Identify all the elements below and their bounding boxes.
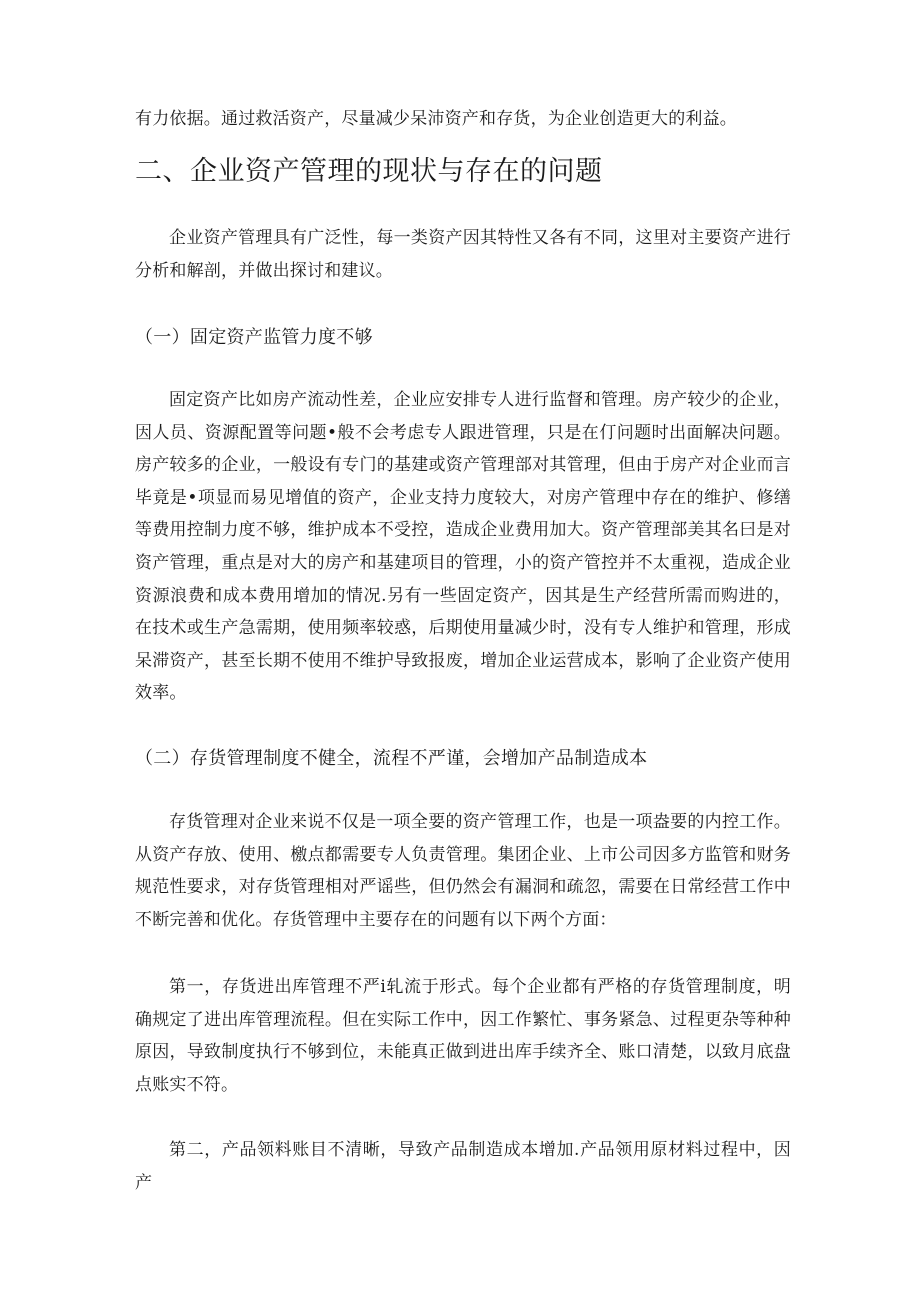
subsection-heading-1: （一）固定资产监管力度不够 — [135, 327, 373, 348]
paragraph-intro-end: 有力依据。通过救活资产，尽量减少呆沛资产和存货，为企业创造更大的利益。 — [135, 109, 737, 129]
subsection-heading-2: （二）存货管理制度不健全，流程不严谨，会增加产品制造成本 — [135, 748, 648, 769]
paragraph-second-issue: 第二，产品领料账目不清晰，导致产品制造成本增加.产品领用原材料过程中，因产 — [135, 1140, 791, 1193]
paragraph-first-issue: 第一，存货进出库管理不严i轧流于形式。每个企业都有严格的存货管理制度，明确规定了进出库管理流程。但在实际工作中，因工作繁忙、事务紧急、过程更杂等种种原因，导致制度执行不够到位，未能真正做到进出库手续齐全、账口清楚，以致月底盘点账实不符。 — [135, 977, 791, 1095]
paragraph-fixed-assets: 固定资产比如房产流动性差，企业应安排专人进行监督和管理。房产较少的企业，因人员、资源配置等问题•般不会考虑专人跟进管理，只是在仃问题时出面解决问题。房产较多的企业，一般设有专门的基建或资产管理部对其管理，但由于房产对企业而言毕竟是•项显而易见增值的资产，企业支持力度较大，对房产管理中存在的维护、修缮等费用控制力度不够，维护成本不受控，造成企业费用加大。资产管理部美其名曰是对资产管理，重点是对大的房产和基建项目的管理，小的资产管控并不太重视，造成企业资源浪费和成本费用增加的情况.另有一些固定资产，因其是生产经营所需而购进的，在技术或生产急需期，使用频率较惑，后期使用量减少时，没有专人维护和管理，形成呆滞资产，甚至长期不使用不维护导致报废，增加企业运营成本，影响了企业资产使用效率。 — [135, 390, 791, 704]
paragraph-section2-intro: 企业资产管理具有广泛性，每一类资产因其特性又各有不同，这里对主要资产进行分析和解剖，并做出探讨和建议。 — [135, 228, 791, 281]
paragraph-inventory-intro: 存货管理对企业来说不仅是一项全要的资产管理工作，也是一项盎要的内控工作。从资产存放、使用、檄点都需要专人负责管理。集团企业、上市公司因多方监管和财务规范性要求，对存货管理相对严谣些，但仍然会有漏洞和疏忽，需要在日常经营工作中不断完善和优化。存货管理中主要存在的问题有以下两个方面： — [135, 812, 791, 930]
section-heading-2: 二、企业资产管理的现状与存在的问题 — [135, 156, 603, 187]
